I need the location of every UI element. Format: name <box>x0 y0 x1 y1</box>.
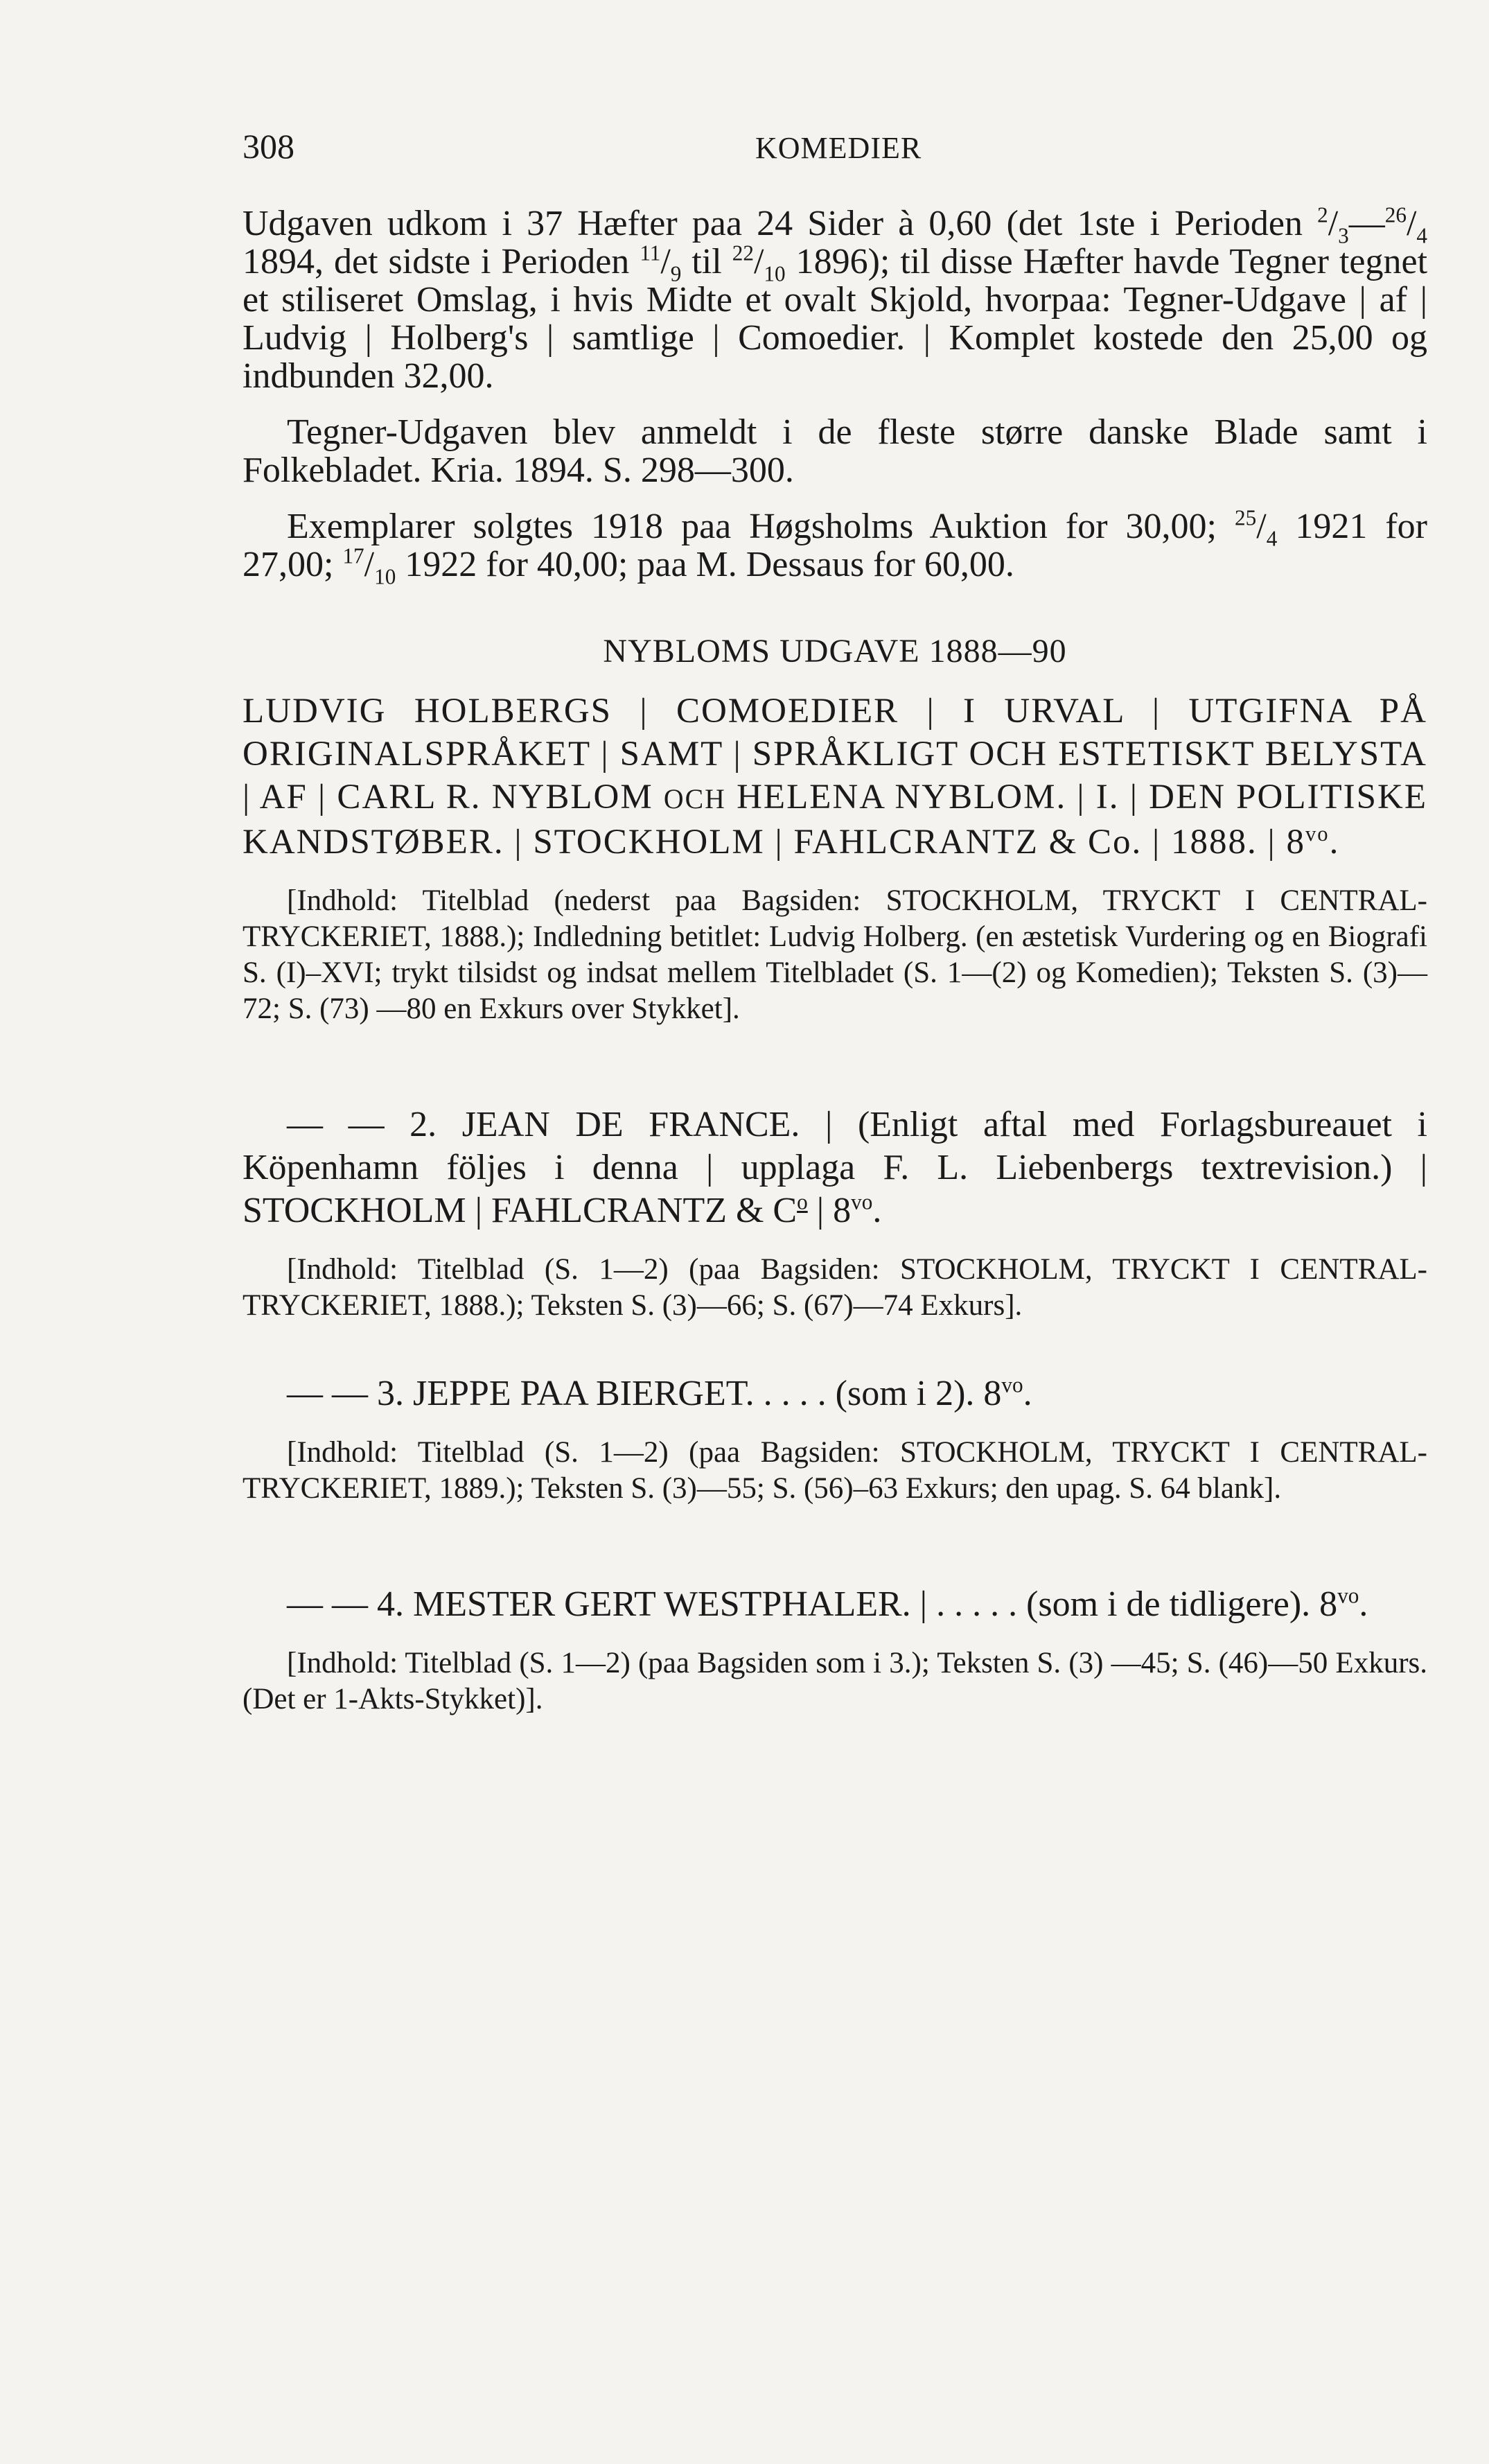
paragraph-reviews: Tegner-Udgaven blev anmeldt i de fleste større danske Blade samt i Folkebladet. Kria. 1894. S. 298—300. <box>243 412 1427 490</box>
bibliographic-title-1: LUDVIG HOLBERGS | COMOEDIER | I URVAL | UTGIFNA PÅ ORIGINALSPRÅKET | SAMT | SPRÅKLIGT OCH ESTETISKT BELYSTA | AF | CARL R. NYBLOM OCH HELENA NYBLOM. | I. | DEN POLITISKE KANDSTØBER. | STOCKHOLM | FAHLCRANTZ & Co. | 1888. | $8^{vo}$. <box>243 692 1427 862</box>
bibliographic-entry-2: — — 2. JEAN DE FRANCE. | (Enligt aftal med Forlagsbureauet i Köpenhamn följes i denna | upplaga F. L. Liebenbergs textrevision.) | STOCKHOLM | FAHLCRANTZ & $C^o$ | $8^{vo}$. <box>243 1105 1427 1230</box>
bibliographic-entry-4: — — 4. MESTER GERT WESTPHALER. | . . . . . (som i de tidligere). $8^{vo}$. <box>287 1583 1368 1624</box>
paragraph-auction-sales: Exemplarer solgtes 1918 paa Høgsholms Auktion for 30,00; $^{25}/_4$ 1921 for 27,00; $^{17}/_{10}$ 1922 for 40,00; paa M. Dessaus for 60,00. <box>243 505 1427 589</box>
page-content <box>243 204 1427 1718</box>
running-title: KOMEDIER <box>755 131 922 165</box>
contents-note-2: [Indhold: Titelblad (S. 1—2) (paa Bagsiden: STOCKHOLM, TRYCKT I CENTRAL-TRYCKERIET, 1888.); Teksten S. (3)—66; S. (67)—74 Exkurs]. <box>243 1253 1427 1322</box>
contents-note-1: [Indhold: Titelblad (nederst paa Bagsiden: STOCKHOLM, TRYCKT I CENTRAL-TRYCKERIET, 1888.); Indledning betitlet: Ludvig Holberg. (en æstetisk Vurdering og en Biografi S. (I)–XVI; trykt tilsidst og indsat mellem Titelbladet (S. 1—(2) og Komedien); Teksten S. (3)—72; S. (73) —80 en Exkurs over Stykket]. <box>243 884 1427 1025</box>
contents-note-3: [Indhold: Titelblad (S. 1—2) (paa Bagsiden: STOCKHOLM, TRYCKT I CENTRAL-TRYCKERIET, 1889.); Teksten S. (3)—55; S. (56)–63 Exkurs; den upag. S. 64 blank]. <box>243 1436 1427 1505</box>
contents-note-4: [Indhold: Titelblad (S. 1—2) (paa Bagsiden som i 3.); Teksten S. (3) —45; S. (46)—50 Exkurs. (Det er 1-Akts-Stykket)]. <box>243 1647 1427 1715</box>
page-header <box>243 126 1427 175</box>
bibliographic-entry-3: — — 3. JEPPE PAA BIERGET. . . . . (som i 2). $8^{vo}$. <box>287 1372 1032 1413</box>
section-heading: NYBLOMS UDGAVE 1888—90 <box>603 633 1067 670</box>
paragraph-publication-details: Udgaven udkom i 37 Hæfter paa 24 Sider à 0,60 (det 1ste i Perioden $^2/_3—^{26}/_4$ 1894, det sidste i Perioden $^{11}/_9$ til $^{22}/_{10}$ 1896); til disse Hæfter havde Tegner tegnet et stiliseret Omslag, i hvis Midte et ovalt Skjold, hvorpaa: Tegner-Udgave | af | Ludvig | Holberg's | samtlige | Comoedier. | Komplet kostede den 25,00 og indbunden 32,00. <box>243 202 1428 396</box>
page-number: 308 <box>243 127 294 166</box>
